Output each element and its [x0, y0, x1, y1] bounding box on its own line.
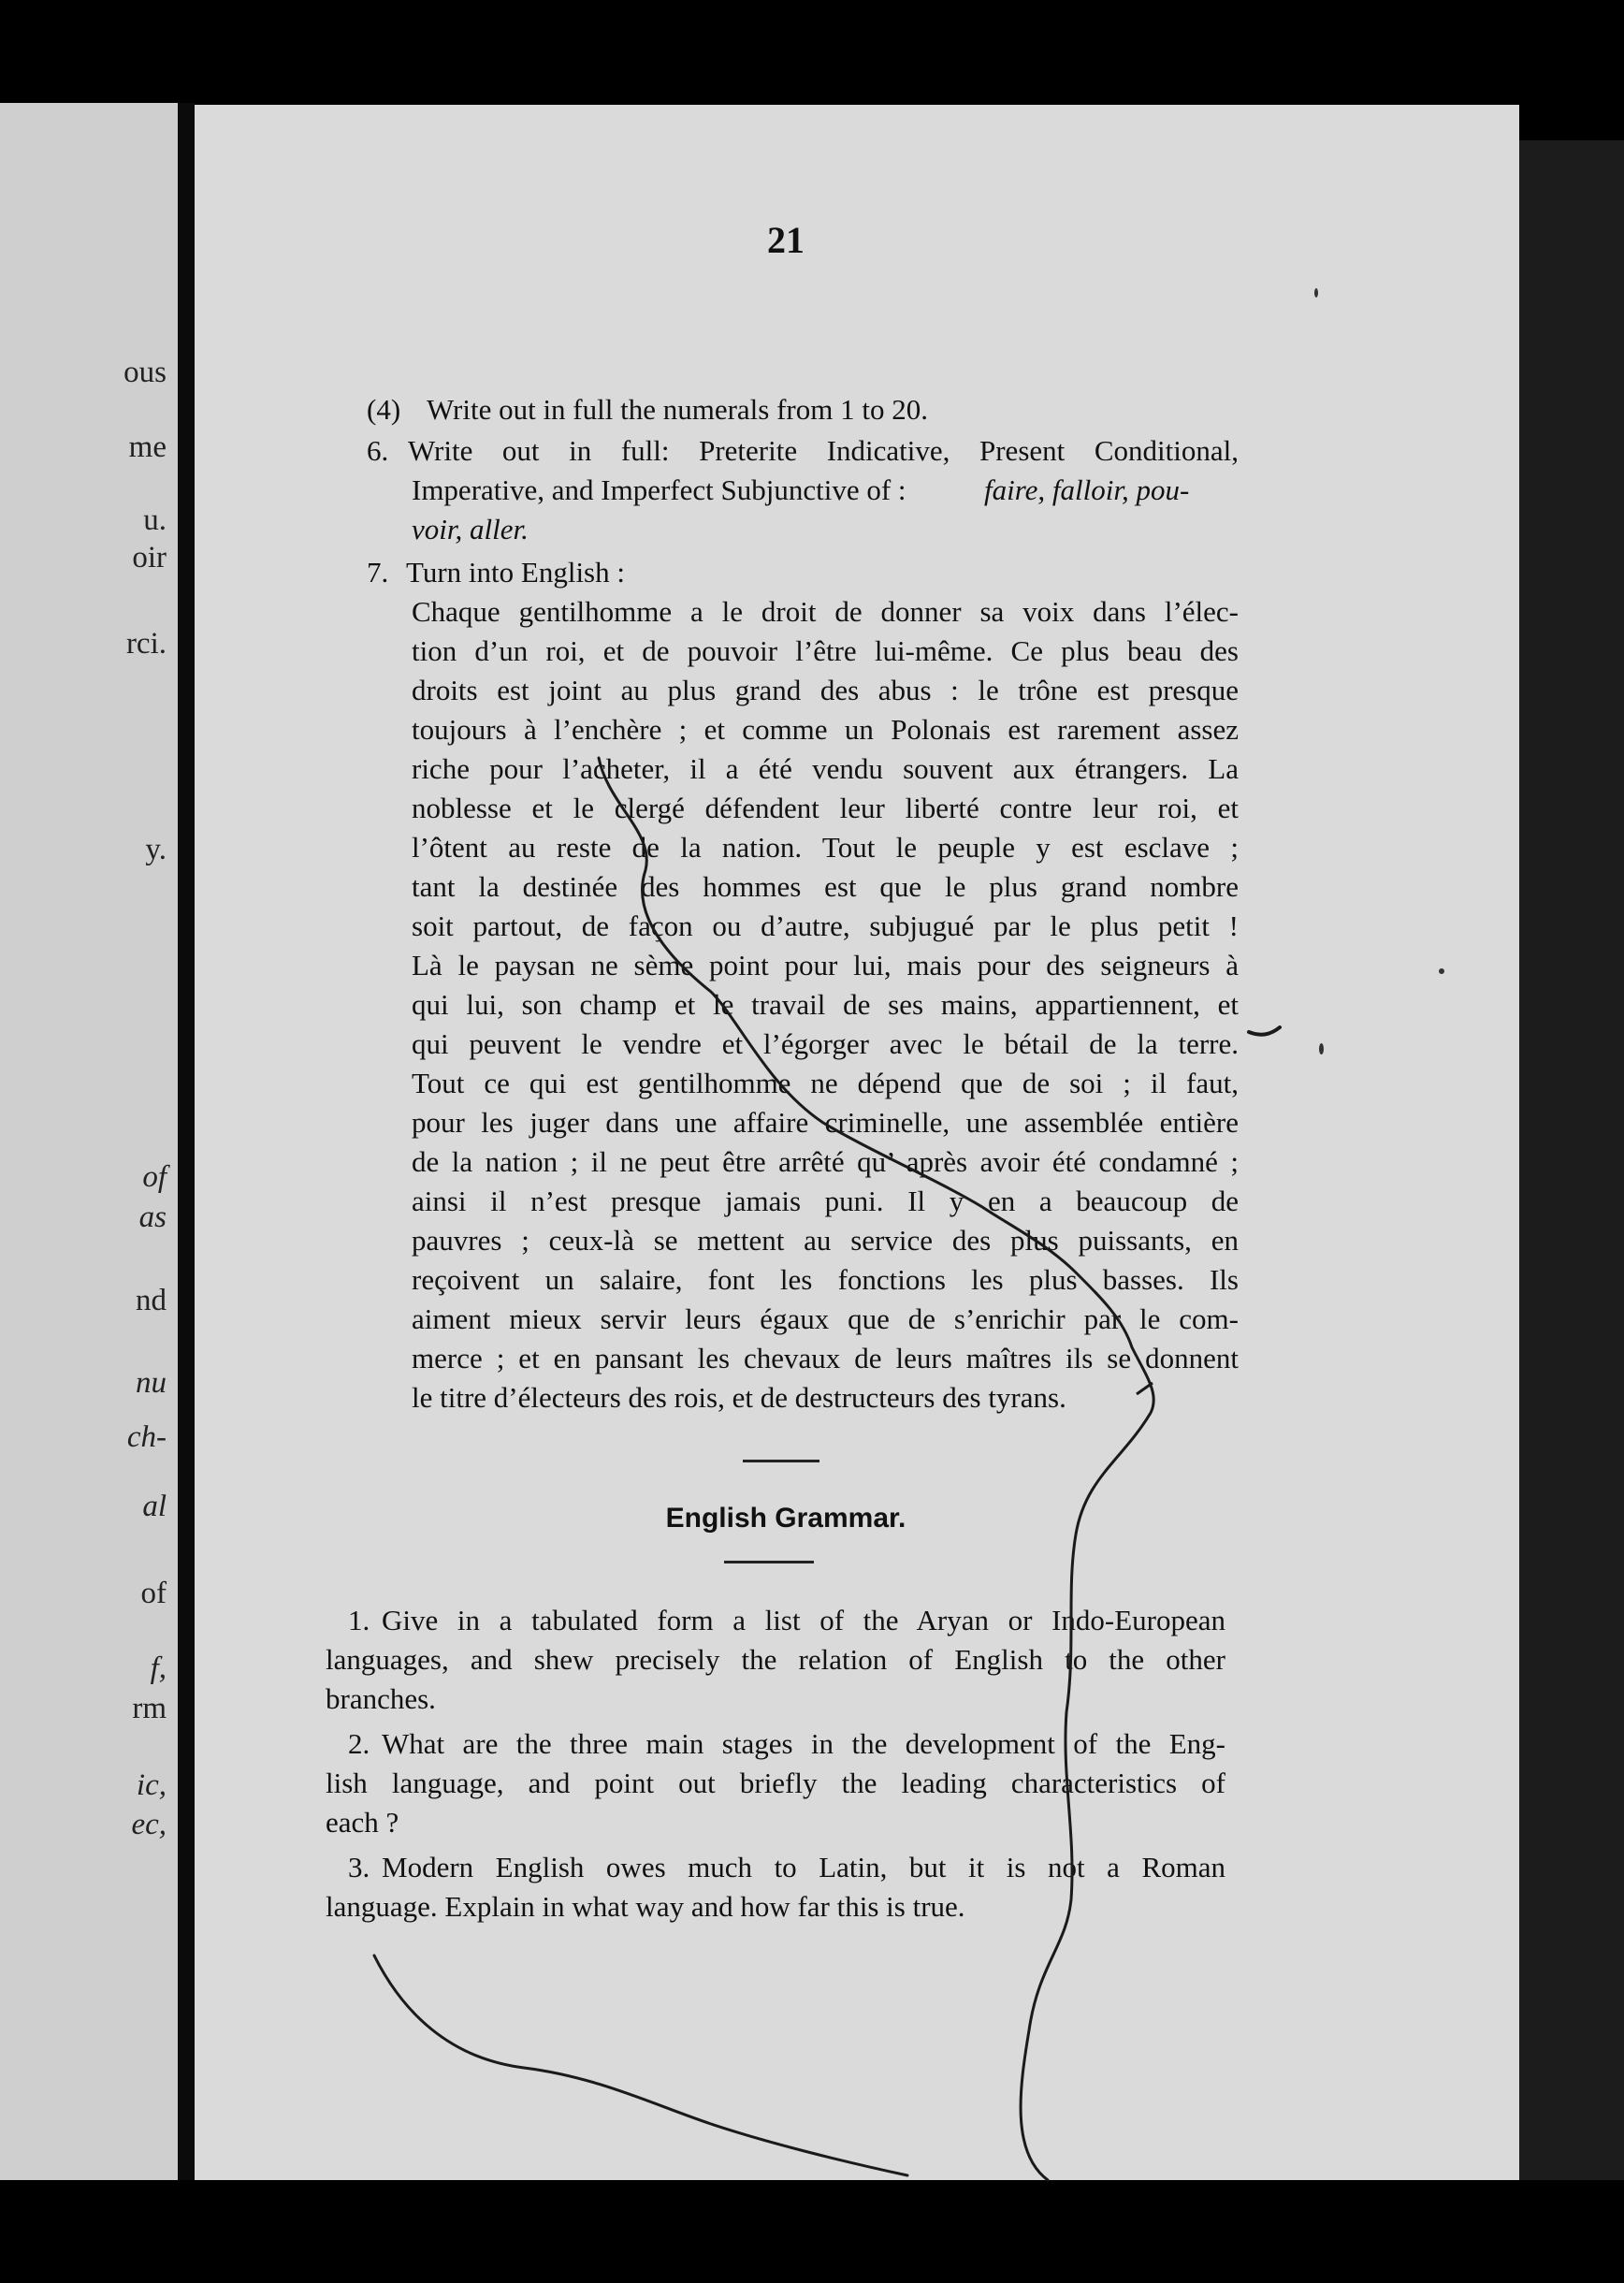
- left-fragment: f,: [150, 1651, 167, 1685]
- section-divider: [724, 1561, 814, 1563]
- left-fragment: nd: [136, 1284, 167, 1317]
- question-6-verbs: voir, aller.: [412, 513, 529, 545]
- right-background: [1519, 140, 1624, 2180]
- passage-line: qui peuvent le vendre et l’égorger avec le bétail de la terre.: [412, 1027, 1239, 1060]
- left-fragment: of: [142, 1160, 167, 1194]
- passage-line: de la nation ; il ne peut être arrêté qu’ après avoir été condamné ;: [412, 1145, 1239, 1178]
- grammar-question-line: lish language, and point out briefly the leading characteristics of: [326, 1767, 1225, 1799]
- grammar-question-line: Modern English owes much to Latin, but it is not a Roman: [382, 1851, 1225, 1883]
- left-fragment: of: [140, 1577, 167, 1610]
- passage-line: ainsi il n’est presque jamais puni. Il y en a beaucoup de: [412, 1185, 1239, 1217]
- left-fragment: ec,: [131, 1808, 167, 1841]
- passage-line: toujours à l’enchère ; et comme un Polonais est rarement assez: [412, 713, 1239, 746]
- grammar-question-line: Give in a tabulated form a list of the Aryan or Indo-European: [382, 1604, 1225, 1636]
- passage-line: soit partout, de façon ou d’autre, subjugué par le plus petit !: [412, 909, 1239, 942]
- passage-line: le titre d’électeurs des rois, et de destructeurs des tyrans.: [412, 1381, 1066, 1414]
- passage-line: droits est joint au plus grand des abus : le trône est presque: [412, 674, 1239, 706]
- grammar-question-line: language. Explain in what way and how far this is true.: [326, 1890, 965, 1923]
- grammar-question-line: branches.: [326, 1682, 436, 1715]
- grammar-question-1-number: 1.: [348, 1604, 370, 1636]
- left-page-sliver: [0, 103, 178, 2180]
- left-fragment: ic,: [136, 1768, 167, 1802]
- left-fragment: rci.: [125, 627, 167, 661]
- left-fragment: ch-: [126, 1420, 167, 1454]
- passage-line: pauvres ; ceux-là se mettent au service des plus puissants, en: [412, 1224, 1239, 1257]
- left-fragment: nu: [136, 1366, 167, 1400]
- left-fragment: ous: [123, 356, 167, 389]
- passage-line: Chaque gentilhomme a le droit de donner sa voix dans l’élec-: [412, 595, 1239, 628]
- page-number: 21: [767, 219, 805, 261]
- left-fragment: oir: [132, 541, 167, 574]
- left-fragment: rm: [132, 1692, 167, 1725]
- section-divider: [743, 1460, 819, 1462]
- grammar-question-line: each ?: [326, 1806, 399, 1839]
- left-fragment: me: [128, 430, 167, 464]
- passage-line: aiment mieux servir leurs égaux que de s’enrichir par le com-: [412, 1302, 1239, 1335]
- left-fragment: u.: [143, 503, 167, 537]
- page-speck: [1439, 968, 1444, 974]
- question-4-number: (4): [367, 393, 401, 426]
- question-4-text: Write out in full the numerals from 1 to 20.: [427, 393, 928, 426]
- question-6-verbs: faire, falloir, pou-: [984, 473, 1190, 506]
- left-fragment: as: [138, 1200, 167, 1234]
- passage-line: merce ; et en pansant les chevaux de leurs maîtres ils se donnent: [412, 1342, 1239, 1374]
- left-fragment: y.: [145, 833, 167, 866]
- grammar-question-line: What are the three main stages in the development of the Eng-: [382, 1727, 1225, 1760]
- left-fragment: al: [142, 1490, 167, 1523]
- question-6-number: 6.: [367, 434, 389, 467]
- passage-line: l’ôtent au reste de la nation. Tout le peuple y est esclave ;: [412, 831, 1239, 864]
- passage-line: Tout ce qui est gentilhomme ne dépend que de soi ; il faut,: [412, 1067, 1239, 1099]
- passage-line: reçoivent un salaire, font les fonctions les plus basses. Ils: [412, 1263, 1239, 1296]
- passage-line: tant la destinée des hommes est que le plus grand nombre: [412, 870, 1239, 903]
- question-6-line: Imperative, and Imperfect Subjunctive of :: [412, 473, 906, 506]
- passage-line: noblesse et le clergé défendent leur liberté contre leur roi, et: [412, 792, 1239, 824]
- page-speck: [1314, 288, 1318, 298]
- book-gutter: [178, 103, 195, 2180]
- question-6-line: Write out in full: Preterite Indicative, Present Conditional,: [408, 434, 1239, 467]
- passage-line: riche pour l’acheter, il a été vendu souvent aux étrangers. La: [412, 752, 1239, 785]
- question-7-number: 7.: [367, 556, 389, 589]
- question-7-heading: Turn into English :: [406, 556, 625, 589]
- passage-line: Là le paysan ne sème point pour lui, mais pour des seigneurs à: [412, 949, 1239, 982]
- grammar-question-2-number: 2.: [348, 1727, 370, 1760]
- passage-line: tion d’un roi, et de pouvoir l’être lui-même. Ce plus beau des: [412, 634, 1239, 667]
- section-heading: English Grammar.: [665, 1503, 906, 1534]
- grammar-question-3-number: 3.: [348, 1851, 370, 1883]
- grammar-question-line: languages, and shew precisely the relation of English to the other: [326, 1643, 1225, 1676]
- passage-line: pour les juger dans une affaire criminelle, une assemblée entière: [412, 1106, 1239, 1139]
- page-speck: [1319, 1043, 1324, 1054]
- passage-line: qui lui, son champ et le travail de ses mains, appartiennent, et: [412, 988, 1239, 1021]
